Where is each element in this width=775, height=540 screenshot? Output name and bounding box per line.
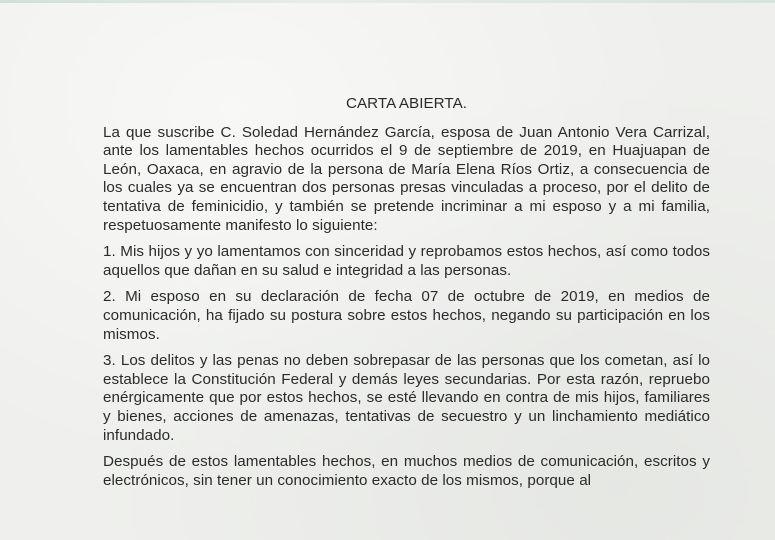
paragraph-point-3: 3. Los delitos y las penas no deben sobrepasar de las personas que los cometan, así lo establece la Constitución Federal y demás leyes secundarias. Por esta razón, repruebo enérgicamente que por estos hechos, se esté llevando en contra de mis hijos, familiares y bienes, acciones de amenazas, tentativas de secuestro y un linchamiento mediático infundado. (103, 352, 710, 444)
paragraph-intro: La que suscribe C. Soledad Hernández García, esposa de Juan Antonio Vera Carrizal, ante los lamentables hechos ocurridos el 9 de septiembre de 2019, en Huajuapan de León, Oaxaca, en agravio de la persona de María Elena Ríos Ortiz, a consecuencia de los cuales ya se encuentran dos personas presas vinculadas a proceso, por el delito de tentativa de feminicidio, y también se pretende incriminar a mi esposo y a mi familia, respetuosamente manifesto lo siguiente: (103, 123, 710, 234)
paragraph-after-events: Después de estos lamentables hechos, en muchos medios de comunicación, escritos y electrónicos, sin tener un conocimiento exacto de los mismos, porque al (103, 453, 710, 489)
letter-title: CARTA ABIERTA. (345, 95, 468, 112)
page-top-edge (0, 0, 775, 3)
paragraph-point-1: 1. Mis hijos y yo lamentamos con sinceridad y reprobamos estos hechos, así como todos aquellos que dañan en su salud e integridad a las personas. (103, 243, 710, 279)
paragraph-point-2: 2. Mi esposo en su declaración de fecha 07 de octubre de 2019, en medios de comunicación, ha fijado su postura sobre estos hechos, negando su participación en los mismos. (103, 288, 710, 343)
open-letter (103, 95, 710, 498)
